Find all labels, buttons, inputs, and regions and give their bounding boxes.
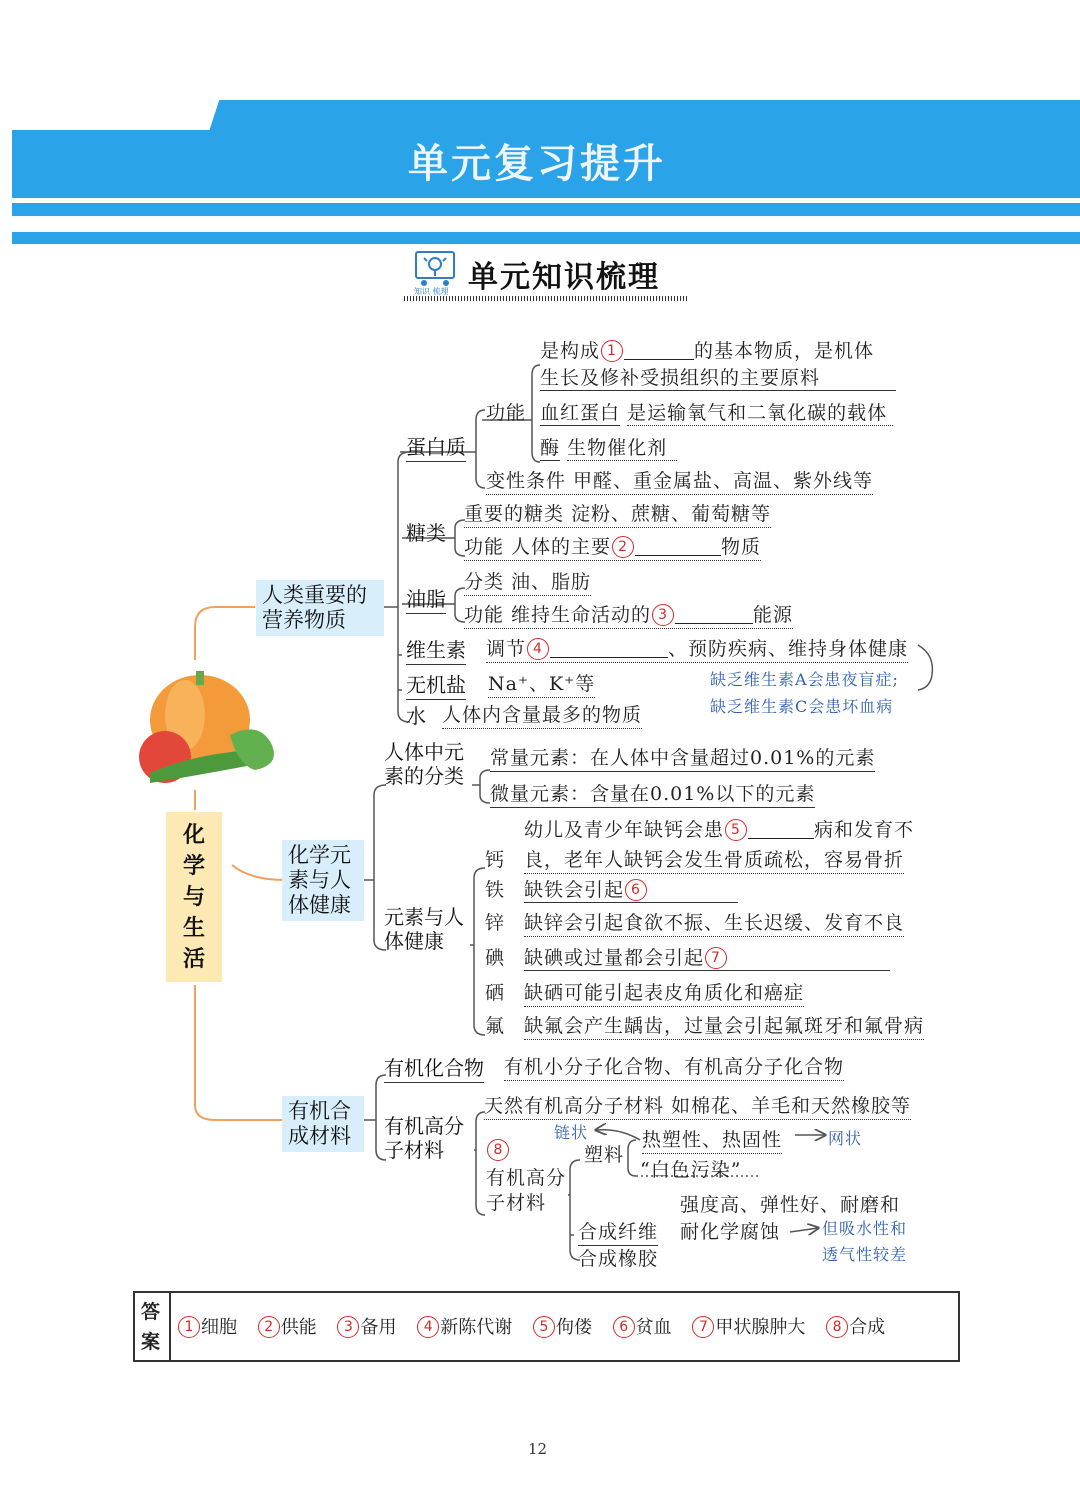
vitamin-text: 调节 4 、预防疾病、维持身体健康 [486,634,908,663]
ca-line1: 幼儿及青少年缺钙会患 5 病和发育不 [524,819,915,841]
synth-num: 8 [487,1139,509,1161]
network-note: 网状 [828,1129,863,1148]
se-label: 硒 [485,982,506,1004]
plastic-props: 热塑性、热固性 [642,1125,782,1154]
answer-item: 7 甲状腺肿大 [691,1317,805,1338]
plastic-label: 塑料 [584,1144,625,1166]
fiber-props2: 耐化学腐蚀 [680,1221,781,1243]
i-text: 缺碘或过量都会引起 7 [524,943,890,971]
f-text: 缺氟会产生龋齿，过量会引起氟斑牙和氟骨病 [524,1011,924,1040]
answer-item: 6 贫血 [612,1317,672,1338]
answer-list [177,1313,885,1339]
protein-label: 蛋白质 [406,431,466,462]
fe-label: 铁 [485,879,506,901]
fiber-label: 合成纤维 [578,1217,658,1246]
f-label: 氟 [485,1015,506,1037]
vitamin-label: 维生素 [406,634,466,665]
ca-label: 钙 [485,849,506,871]
protein-f2: 血红蛋白 是运输氧气和二氧化碳的载体 [540,398,893,425]
answer-item: 1 细胞 [177,1317,237,1338]
natural-polymer: 天然有机高分子材料 如棉花、羊毛和天然橡胶等 [484,1091,911,1120]
major-elements: 常量元素：在人体中含量超过0.01%的元素 [490,743,875,772]
sugar-function: 功能 人体的主要 2 物质 [464,532,761,561]
trace-elements: 微量元素：含量在0.01%以下的元素 [490,779,815,808]
fe-text: 缺铁会引起 6 [524,875,738,903]
answer-item: 8 合成 [825,1317,885,1338]
answer-item: 4 新陈代谢 [416,1317,512,1338]
ca-line2: 良，老年人缺钙会发生骨质疏松，容易骨折 [524,845,904,874]
root-label: 化学与生活 [182,823,205,972]
classify-label: 人体中元素的分类 [384,740,464,788]
protein-func-label: 功能 [486,402,527,424]
health-label: 元素与人体健康 [384,905,464,953]
banner-title: 单元复习提升 [408,141,666,187]
answer-item: 3 备用 [336,1317,396,1338]
answer-box [133,1291,960,1362]
section-icon-caption: 知识 梳理 [414,287,449,296]
protein-denature: 变性条件 甲醛、重金属盐、高温、紫外线等 [486,466,873,495]
protein-f1: 是构成 1 的基本物质，是机体 [540,340,875,362]
vitamin-note-a: 缺乏维生素A会患夜盲症; [710,670,899,689]
rubber-label: 合成橡胶 [578,1248,659,1270]
section-title: 单元知识梳理 [468,260,660,295]
fiber-props1: 强度高、弹性好、耐磨和 [680,1194,901,1216]
answer-item: 2 供能 [257,1317,317,1338]
node-materials: 有机合成材料 [282,1096,364,1152]
root-node [166,812,222,982]
answer-label-divider [169,1293,171,1360]
organic-label: 有机化合物 [384,1052,484,1083]
se-text: 缺硒可能引起表皮角质化和癌症 [524,978,804,1007]
page-number: 12 [528,1440,548,1458]
vitamin-note-c: 缺乏维生素C会患坏血病 [710,697,894,716]
white-pollution: “白色污染” [640,1159,742,1181]
water-label: 水 [406,704,426,728]
fat-label: 油脂 [406,583,446,614]
answer-item: 5 佝偻 [532,1317,592,1338]
node-nutrients: 人类重要的营养物质 [256,580,384,636]
fat-types: 分类 油、脂肪 [464,567,591,596]
fat-function: 功能 维持生命活动的 3 能源 [464,600,793,629]
salt-text: Na⁺、K⁺等 [488,669,595,698]
fiber-note2: 透气性较差 [822,1245,908,1264]
fiber-note1: 但吸水性和 [822,1219,908,1238]
organic-text: 有机小分子化合物、有机高分子化合物 [504,1052,844,1081]
protein-f1-line2: 生长及修补受损组织的主要原料 [540,363,896,391]
sugar-types: 重要的糖类 淀粉、蔗糖、葡萄糖等 [464,499,771,528]
protein-f3: 酶 生物催化剂 [540,433,677,460]
node-elements: 化学元素与人体健康 [282,840,364,921]
vegetables-illustration [130,665,280,790]
polymer-label: 有机高分子材料 [384,1114,464,1162]
sugar-label: 糖类 [406,521,446,545]
answer-label: 答案 [141,1301,161,1353]
salt-label: 无机盐 [406,669,466,700]
chain-note: 链状 [554,1123,589,1142]
zn-text: 缺锌会引起食欲不振、生长迟缓、发育不良 [524,908,904,937]
water-text: 人体内含量最多的物质 [442,700,642,729]
i-label: 碘 [485,947,506,969]
synth-label: 有机高分子材料 [486,1167,567,1214]
zn-label: 锌 [485,912,506,934]
